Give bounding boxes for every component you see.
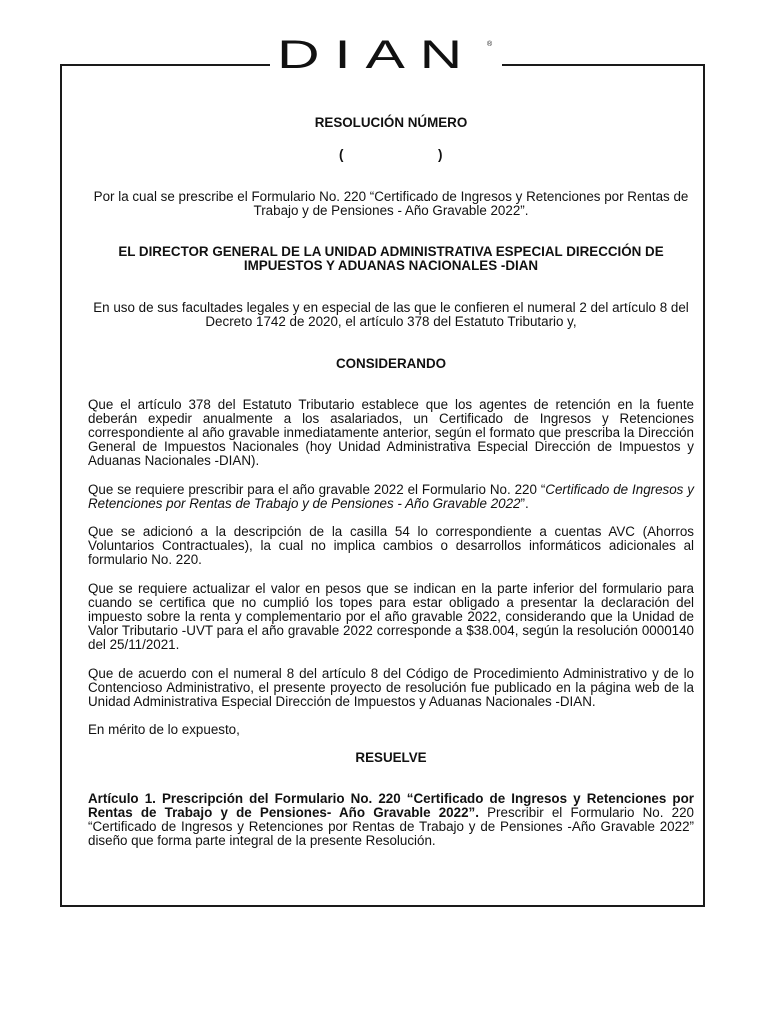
legal-faculties: En uso de sus facultades legales y en especial de las que le confieren el numeral 2 del artículo 8 del Decreto 1742 de 2020, el artículo 378 del Estatuto Tributario y, [93, 300, 689, 330]
resolution-subject: Por la cual se prescribe el Formulario No. 220 “Certificado de Ingresos y Retenciones por Rentas de Trabajo y de Pensiones - Año Gravable 2022”. [93, 189, 689, 219]
considerando-paragraph-5: Que de acuerdo con el numeral 8 del artículo 8 del Código de Procedimiento Administrativo y de lo Contencioso Administrativo, el presente proyecto de resolución fue publicado en la página web de la Unidad Administrativa Especial Dirección de Impuestos y Aduanas Nacionales -DIAN. [88, 665, 694, 710]
article-1-heading: Artículo 1. Prescripción del Formulario No. 220 “Certificado de Ingresos y Retenciones por Rentas de Trabajo y de Pensiones- Año Gravable 2022”. [88, 790, 694, 820]
number-open-paren: ( [339, 147, 344, 163]
article-1-body: Prescribir el Formulario No. 220 “Certificado de Ingresos y Retenciones por Rentas de Trabajo y de Pensiones -Año Gravable 2022” diseño que forma parte integral de la presente Resolución. [88, 804, 694, 849]
considerando-paragraph-1: Que el artículo 378 del Estatuto Tributario establece que los agentes de retención en la fuente deberán expedir anualmente a los asalariados, un Certificado de Ingresos y Retenciones correspondiente al año gravable inmediatamente anterior, según el formato que prescriba la Dirección General de Impuestos Nacionales (hoy Unidad Administrativa Especial Dirección de Impuestos y Aduanas Nacionales -DIAN). [88, 396, 694, 469]
dian-logo [270, 34, 502, 74]
resuelve-heading: RESUELVE [355, 750, 427, 766]
article-1 [88, 792, 694, 849]
svg-text:DIAN: DIAN [277, 37, 477, 71]
merito-line: En mérito de lo expuesto, [88, 722, 240, 738]
considerando-paragraph-2: Que se requiere prescribir para el año gravable 2022 el Formulario No. 220 “Certificado de Ingresos y Retenciones por Rentas de Trabajo y de Pensiones - Año Gravable 2022”. [88, 481, 694, 511]
resolution-title: RESOLUCIÓN NÚMERO [314, 115, 468, 130]
considerando-paragraph-4: Que se requiere actualizar el valor en pesos que se indican en la parte inferior del formulario para cuando se certifica que no cumplió los topes para estar obligado a presentar la declaración del impuesto sobre la renta y complementario por el año gravable 2022, considerando que la Unidad de Valor Tributario -UVT para el año gravable 2022 corresponde a $38.004, según la resolución 0000140 del 25/11/2021. [88, 580, 694, 653]
svg-text:®: ® [487, 41, 493, 48]
considerando-heading: CONSIDERANDO [335, 356, 447, 372]
dian-logo-icon [275, 37, 497, 71]
document-body [88, 112, 694, 849]
considerando-paragraph-3: Que se adicionó a la descripción de la casilla 54 lo correspondiente a cuentas AVC (Ahorros Voluntarios Contractuales), la cual no implica cambios o desarrollos informáticos adicionales al formulario No. 220. [88, 524, 694, 568]
number-close-paren: ) [438, 147, 443, 163]
resolution-number [88, 148, 694, 164]
issuing-authority: EL DIRECTOR GENERAL DE LA UNIDAD ADMINISTRATIVA ESPECIAL DIRECCIÓN DE IMPUESTOS Y ADUANAS NACIONALES -DIAN [118, 243, 664, 273]
